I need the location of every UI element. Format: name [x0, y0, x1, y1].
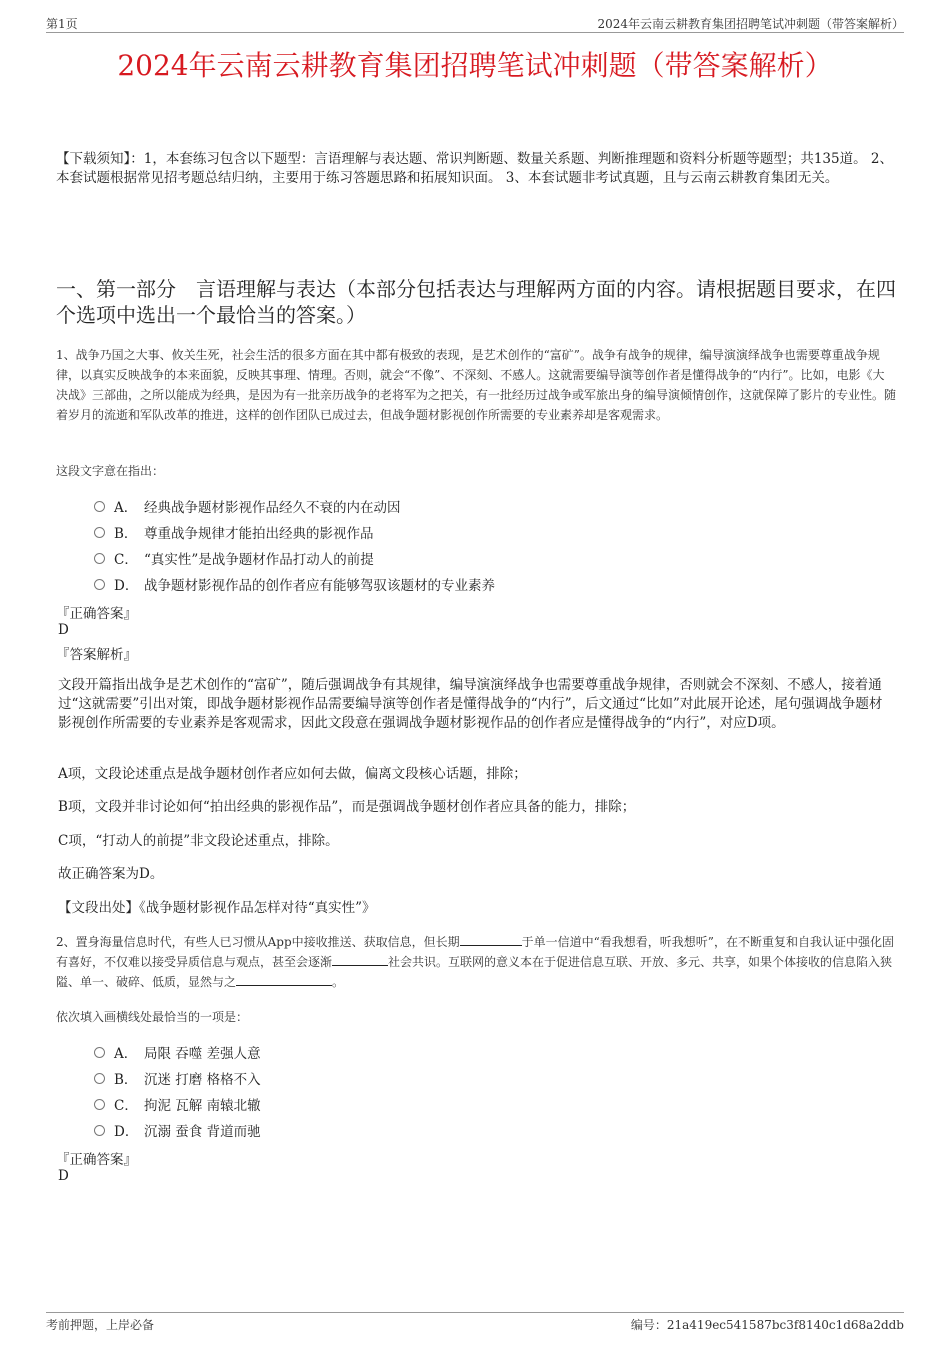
note-option-b: B项，文段并非讨论如何“拍出经典的影视作品”，而是强调战争题材创作者应具备的能力，排除； — [58, 799, 636, 815]
page-number: 第1页 — [46, 17, 78, 31]
correct-answer: D — [58, 622, 69, 638]
correct-answer: D — [58, 1168, 69, 1184]
page-footer — [46, 1312, 904, 1333]
section-heading: 一、第一部分 言语理解与表达（本部分包括表达与理解两方面的内容。请根据题目要求，在四个选项中选出一个最恰当的答案。） — [56, 277, 896, 327]
option-d[interactable]: D． 沉溺 蚕食 背道而驰 — [94, 1117, 261, 1143]
option-c[interactable]: C． 拘泥 瓦解 南辕北辙 — [94, 1091, 261, 1117]
fill-blank-1[interactable] — [460, 933, 522, 946]
radio-icon[interactable] — [94, 553, 105, 564]
download-notice: 【下载须知】：1，本套练习包含以下题型：言语理解与表达题、常识判断题、数量关系题、判断推理题和资料分析题等题型；共135道。 2、本套试题根据常见招考题总结归纳，主要用于练习答题思路和拓展知识面。 3、本套试题非考试真题，且与云南云耕教育集团无关。 — [56, 151, 893, 186]
option-d[interactable]: D． 战争题材影视作品的创作者应有能够驾驭该题材的专业素养 — [94, 571, 495, 597]
radio-icon[interactable] — [94, 1047, 105, 1058]
question-1-options — [94, 493, 495, 597]
answer-label: 『正确答案』 — [56, 606, 137, 622]
question-1-text: 1、战争乃国之大事、攸关生死，社会生活的很多方面在其中都有极致的表现，是艺术创作的“富矿”。战争有战争的规律，编导演演绎战争也需要尊重战争规律，以真实反映战争的本来面貌，反映其事理、情理。否则，就会“不像”、不深刻、不感人。这就需要编导演等创作者是懂得战争的“内行”。比如，电影《大决战》三部曲，之所以能成为经典，是因为有一批亲历战争的老将军为之把关，有一批经历过战争或军旅出身的编导演倾情创作，这就保障了影片的专业性。随着岁月的流逝和军队改革的推进，这样的创作团队已成过去，但战争题材影视创作所需要的专业素养却是客观需求。 — [56, 348, 897, 422]
document-title: 2024年云南云耕教育集团招聘笔试冲刺题（带答案解析） — [117, 49, 833, 82]
radio-icon[interactable] — [94, 501, 105, 512]
radio-icon[interactable] — [94, 1073, 105, 1084]
document-code: 编号：21a419ec541587bc3f8140c1d68a2ddb — [630, 1318, 904, 1332]
radio-icon[interactable] — [94, 1125, 105, 1136]
option-a[interactable]: A． 局限 吞噬 差强人意 — [94, 1039, 261, 1065]
question-2-text: 2、置身海量信息时代，有些人已习惯从App中接收推送、获取信息，但长期 于单一信道中“看我想看，听我想听”，在不断重复和自我认证中强化固有喜好，不仅难以接受异质信息与观点，甚至会逐渐 社会共识。互联网的意义本在于促进信息互联、开放、多元、共享，如果个体接收的信息陷入狭隘、单一、破碎、低质，显然与之 。 — [56, 935, 894, 989]
analysis-label: 『答案解析』 — [56, 647, 137, 663]
footer-slogan: 考前押题，上岸必备 — [46, 1318, 155, 1332]
note-option-a: A项，文段论述重点是战争题材创作者应如何去做，偏离文段核心话题，排除； — [58, 766, 527, 782]
radio-icon[interactable] — [94, 1099, 105, 1110]
fill-blank-3[interactable] — [236, 973, 332, 986]
question-2-options — [94, 1039, 261, 1143]
radio-icon[interactable] — [94, 579, 105, 590]
answer-conclusion: 故正确答案为D。 — [58, 866, 164, 882]
fill-blank-2[interactable] — [332, 953, 388, 966]
page-header — [46, 14, 904, 33]
radio-icon[interactable] — [94, 527, 105, 538]
option-a[interactable]: A． 经典战争题材影视作品经久不衰的内在动因 — [94, 493, 495, 519]
option-c[interactable]: C． “真实性”是战争题材作品打动人的前提 — [94, 545, 495, 571]
option-b[interactable]: B． 尊重战争规律才能拍出经典的影视作品 — [94, 519, 495, 545]
question-1-prompt: 这段文字意在指出： — [56, 464, 165, 478]
answer-analysis: 文段开篇指出战争是艺术创作的“富矿”，随后强调战争有其规律，编导演演绎战争也需要尊重战争规律，否则就会不深刻、不感人，接着通过“这就需要”引出对策，即战争题材影视作品需要编导演等创作者是懂得战争的“内行”，后文通过“比如”对此展开论述，尾句强调战争题材影视创作所需要的专业素养是客观需求，因此文段意在强调战争题材影视作品的创作者应是懂得战争的“内行”，对应D项。 — [58, 677, 883, 731]
option-b[interactable]: B． 沉迷 打磨 格格不入 — [94, 1065, 261, 1091]
question-2-prompt: 依次填入画横线处最恰当的一项是： — [56, 1010, 249, 1024]
text-source: 【文段出处】《战争题材影视作品怎样对待“真实性”》 — [58, 900, 376, 916]
answer-label: 『正确答案』 — [56, 1152, 137, 1168]
note-option-c: C项，“打动人的前提”非文段论述重点，排除。 — [58, 833, 339, 849]
header-doc-title: 2024年云南云耕教育集团招聘笔试冲刺题（带答案解析） — [597, 17, 904, 31]
